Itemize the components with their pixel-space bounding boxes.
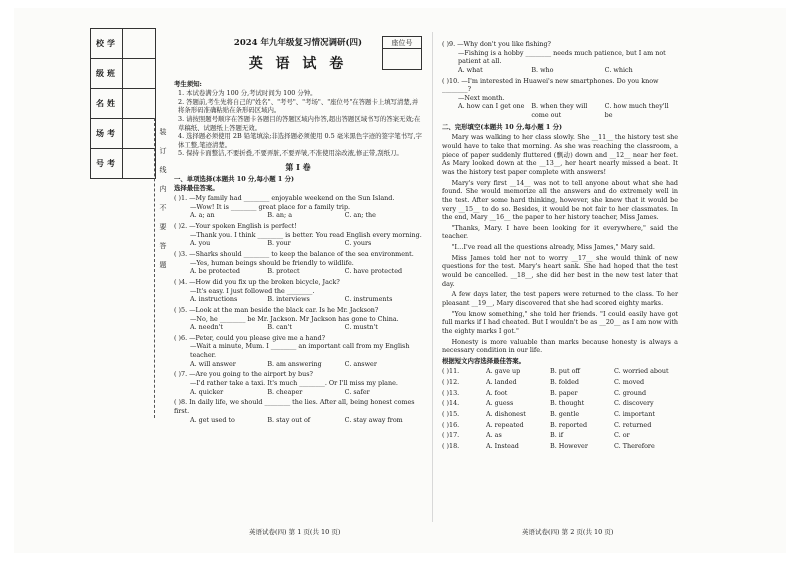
option-text: A. what xyxy=(458,65,483,74)
answer-number: ( )14. xyxy=(442,399,460,408)
option-text: B. who xyxy=(531,65,554,74)
option-text: A. dishonest xyxy=(486,409,526,418)
section-heading: 二、完形填空(本题共 10 分,每小题 1 分) xyxy=(442,122,562,131)
option-text: B. put off xyxy=(550,367,580,376)
option-text: B. cheaper xyxy=(267,387,303,396)
option-text: B. interviews xyxy=(267,295,310,304)
option-text: A. landed xyxy=(486,378,517,387)
info-field-name xyxy=(123,89,156,119)
question-stem: ( )4. —How did you fix up the broken bicycle, Jack? xyxy=(174,277,340,286)
question-list xyxy=(174,194,422,424)
question-stem: ( )6. —Peter, could you please give me a hand? xyxy=(174,333,326,342)
option-text: A. needn't xyxy=(190,323,223,332)
note-item: 3. 请按照题号顺序在答题卡各题目的答题区域内作答,超出答题区域书写的答案无效;在草稿纸、试题纸上答题无效。 xyxy=(178,114,421,132)
question-options xyxy=(174,360,422,369)
option-text: A. repeated xyxy=(486,420,524,429)
passage-paragraph: Mary's very first __14__ was not to tell anyone about what she had found. She would memorize all the answers and do extremely well in the test. After some hard thinking, however, she knew that it would be very __15__ to do so. Besides, it would be not fair to her classmates. In the end, Mary __16__ the paper to her history teacher, Miss James. xyxy=(442,178,678,222)
option-text: C. discovery xyxy=(614,399,654,408)
option-text: B. am answering xyxy=(267,359,322,368)
info-field-number xyxy=(123,149,156,179)
option-text: C. returned xyxy=(614,420,652,429)
answer-number: ( )18. xyxy=(442,441,460,450)
note-item: 4. 选择题必须使用 2B 铅笔填涂;非选择题必须使用 0.5 毫米黑色字迹的签字笔书写,字体工整,笔迹清楚。 xyxy=(178,132,422,149)
question-list xyxy=(442,40,678,120)
info-field-room xyxy=(123,119,156,149)
option-text: A. as xyxy=(486,431,502,440)
question-options xyxy=(174,239,422,248)
question-response: —Thank you. I think ________ is better. You read English every morning. xyxy=(190,230,422,239)
section-heading: 一、单项选择(本题共 10 分,每小题 1 分) xyxy=(174,174,294,183)
info-field-class xyxy=(123,59,156,89)
question-item xyxy=(442,77,678,120)
option-text: C. Therefore xyxy=(614,441,655,450)
option-text: B. when they will come out xyxy=(531,102,588,120)
subject-title: 英 语 试 卷 xyxy=(248,56,348,73)
question-options xyxy=(174,295,422,304)
answer-number: ( )17. xyxy=(442,431,460,440)
info-label-room: 考 场 xyxy=(91,119,123,149)
answer-row xyxy=(442,410,678,419)
option-text: A. guess xyxy=(486,399,514,408)
info-field-school xyxy=(123,29,156,59)
option-text: A. get used to xyxy=(190,415,235,424)
option-text: B. thought xyxy=(550,399,585,408)
question-response: —Wait a minute, Mum. I ________ an important call from my English teacher. xyxy=(190,342,410,360)
answer-options xyxy=(442,367,678,450)
option-text: C. important xyxy=(614,409,655,418)
option-text: B. However xyxy=(550,441,588,450)
page-footer: 英语试卷(四) 第 2 页(共 10 页) xyxy=(522,528,614,536)
passage-paragraph: "I…I've read all the questions already, Miss James," Mary said. xyxy=(451,243,655,252)
answer-number: ( )11. xyxy=(442,367,460,376)
page-one xyxy=(174,38,422,424)
info-label-class: 班 级 xyxy=(91,59,123,89)
passage-paragraph: A few days later, the test papers were returned to the class. To her pleasant __19__, Mary discovered that she had scored eighty marks. xyxy=(442,290,678,307)
passage-paragraph: Honesty is more valuable than marks because honesty is always a necessary condition in our life. xyxy=(442,337,678,355)
option-text: B. gentle xyxy=(550,409,580,418)
question-item xyxy=(174,398,422,424)
answer-number: ( )15. xyxy=(442,409,460,418)
question-item xyxy=(174,334,422,369)
question-options xyxy=(174,323,422,332)
question-stem: ( )10. —I'm interested in Huawei's new smartphones. Do you know ________? xyxy=(442,76,659,94)
answer-row xyxy=(442,389,678,398)
section-instruction: 根据短文内容选择最佳答案。 xyxy=(442,356,526,365)
cloze-passage xyxy=(442,133,678,354)
option-text: B. reported xyxy=(550,420,588,429)
question-item xyxy=(174,222,422,248)
option-text: A. will answer xyxy=(190,359,236,368)
notes-heading: 考生须知: xyxy=(174,80,202,89)
question-stem: ( )9. —Why don't you like fishing? xyxy=(442,40,551,48)
page-footer: 英语试卷(四) 第 1 页(共 10 页) xyxy=(249,528,341,536)
answer-number: ( )16. xyxy=(442,420,460,429)
answer-row xyxy=(442,431,678,440)
answer-row xyxy=(442,399,678,408)
info-label-school: 学 校 xyxy=(91,29,123,59)
passage-paragraph: Miss James told her not to worry __17__ she would think of new questions for the test. Mary's heart sank. She had hoped that the test would be cancelled. __18__, she did her best in the new test later that day. xyxy=(442,253,678,288)
option-text: A. Instead xyxy=(486,441,519,450)
option-text: B. folded xyxy=(550,378,579,387)
question-options xyxy=(174,267,422,276)
exam-sheet xyxy=(14,8,786,553)
question-item xyxy=(174,194,422,220)
answer-number: ( )13. xyxy=(442,388,460,397)
question-options xyxy=(442,102,678,119)
answer-number: ( )12. xyxy=(442,378,460,387)
question-item xyxy=(174,250,422,276)
option-text: C. or xyxy=(614,431,630,440)
question-stem: ( )1. —My family had ________ enjoyable weekend on the Sun Island. xyxy=(174,194,395,203)
question-response: —Next month. xyxy=(458,93,505,102)
option-text: C. answer xyxy=(344,359,377,368)
option-text: A. quicker xyxy=(190,387,224,396)
option-text: C. mustn't xyxy=(344,323,378,332)
option-text: C. stay away from xyxy=(344,415,403,424)
question-response: —Yes, human beings should be friendly to wildlife. xyxy=(190,258,354,267)
option-text: B. can't xyxy=(267,323,292,332)
option-text: A. a; an xyxy=(190,211,215,220)
answer-row xyxy=(442,367,678,376)
part-heading: 第 Ⅰ 卷 xyxy=(285,162,311,173)
option-text: C. moved xyxy=(614,378,645,387)
question-item xyxy=(174,278,422,304)
info-label-name: 姓 名 xyxy=(91,89,123,119)
seat-number-box xyxy=(382,36,422,70)
student-info-table xyxy=(90,28,156,179)
option-text: B. an; a xyxy=(267,211,293,220)
option-text: A. how can I get one xyxy=(458,102,525,111)
exam-title: 2024 年九年级复习情况调研(四) xyxy=(233,38,363,48)
option-text: B. protect xyxy=(267,267,300,276)
option-text: B. paper xyxy=(550,388,578,397)
question-response: —I'd rather take a taxi. It's much ________. Or I'll miss my plane. xyxy=(190,379,398,388)
question-item xyxy=(174,370,422,396)
binding-text: 装 订 线 内 不 要 答 题 xyxy=(159,128,167,270)
question-stem: ( )5. —Look at the man beside the black car. Is he Mr. Jackson? xyxy=(174,305,379,314)
answer-row xyxy=(442,442,678,451)
answer-row xyxy=(442,421,678,430)
note-item: 2. 答题前,考生先将自己的"姓名"、"考号"、"考场"、"座位号"在答题卡上填写清楚,并将条形码准确粘贴在条形码区域内。 xyxy=(178,97,419,115)
question-response: —Fishing is a hobby ________ needs much patience, but I am not patient at all. xyxy=(458,48,666,66)
option-text: C. safer xyxy=(344,387,370,396)
question-response: —It's easy. I just followed the ________. xyxy=(190,286,315,295)
passage-paragraph: "Thanks, Mary. I have been looking for it everywhere," said the teacher. xyxy=(442,223,678,241)
question-options xyxy=(174,388,422,397)
question-response: —No, he ________ be Mr. Jackson. Mr Jackson has gone to China. xyxy=(190,314,399,323)
option-text: B. your xyxy=(267,239,291,248)
option-text: C. worried about xyxy=(614,367,669,376)
passage-paragraph: Mary was walking to her class slowly. She __11__ the history test she would have to take that morning. As she was reaching the classroom, a piece of paper suddenly fluttered (飘动) down and __12__ near her feet. As Mary looked down at the __13__, her heart nearly missed a beat. It was the history test paper complete with answers! xyxy=(442,133,678,176)
seat-number-label: 座位号 xyxy=(383,37,421,49)
option-text: C. instruments xyxy=(344,295,393,304)
question-options xyxy=(174,211,422,220)
option-text: C. how much they'll be xyxy=(604,102,669,120)
section-instruction: 选择最佳答案。 xyxy=(174,183,219,192)
question-stem: ( )7. —Are you going to the airport by bus? xyxy=(174,370,313,379)
option-text: A. foot xyxy=(486,388,508,397)
page-two xyxy=(442,38,678,451)
option-text: C. have protected xyxy=(344,267,403,276)
page-divider xyxy=(432,32,433,522)
passage-paragraph: "You know something," she told her friends. "I could easily have got full marks if I had cheated. But I wouldn't be as __20__ as I am now with the eighty marks I got." xyxy=(442,309,678,335)
option-text: A. gave up xyxy=(486,367,521,376)
question-item xyxy=(174,306,422,332)
question-stem: ( )3. —Sharks should ________ to keep the balance of the sea environment. xyxy=(174,250,414,259)
option-text: C. ground xyxy=(614,388,647,397)
note-item: 1. 本试卷满分为 100 分,考试时间为 100 分钟。 xyxy=(178,89,317,97)
question-stem: ( )2. —Your spoken English is perfect! xyxy=(174,222,297,231)
option-text: C. yours xyxy=(344,239,372,248)
option-text: C. an; the xyxy=(344,211,376,220)
question-stem: ( )8. In daily life, we should ________ the lies. After all, being honest comes first. xyxy=(174,398,415,415)
option-text: C. which xyxy=(604,65,633,74)
option-text: B. if xyxy=(550,431,564,440)
question-options xyxy=(174,416,422,425)
answer-row xyxy=(442,378,678,387)
info-label-number: 考 号 xyxy=(91,149,123,179)
option-text: A. instructions xyxy=(190,295,238,304)
option-text: B. stay out of xyxy=(267,415,311,424)
question-response: —Wow! It is ________ great place for a family trip. xyxy=(190,202,351,211)
question-options xyxy=(442,66,678,75)
option-text: A. be protected xyxy=(190,267,240,276)
note-item: 5. 保持卡面整洁,不要折叠,不要弄脏,不要弄皱,不准使用涂改液,修正带,刮纸刀。 xyxy=(178,149,403,158)
option-text: A. you xyxy=(190,239,211,248)
question-item xyxy=(442,40,678,75)
